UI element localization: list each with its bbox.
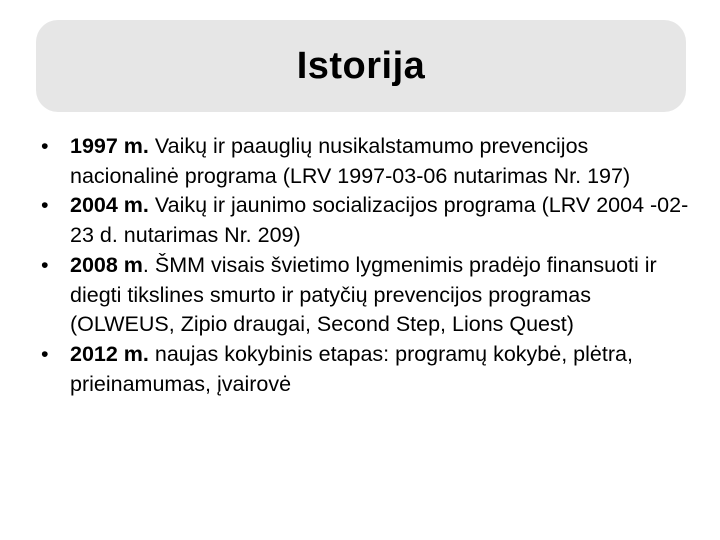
bullet-year: 2008 m <box>70 252 143 277</box>
bullet-item-2012 <box>22 340 692 399</box>
bullet-icon: • <box>41 252 49 277</box>
bullet-text: . ŠMM visais švietimo lygmenimis pradėjo finansuoti ir diegti tikslines smurto ir patyčių prevencijos programas (OLWEUS, Zipio draugai, Second Step, Lions Quest) <box>70 252 657 337</box>
bullet-text: naujas kokybinis etapas: programų kokybė, plėtra, prieinamumas, įvairovė <box>70 341 633 396</box>
bullet-item-2004 <box>22 191 692 250</box>
bullet-text: Vaikų ir jaunimo socializacijos programa (LRV 2004 -02- 23 d. nutarimas Nr. 209) <box>70 193 689 248</box>
bullet-item-2008 <box>22 251 692 340</box>
history-bullet-list <box>22 132 692 399</box>
bullet-year: 1997 m. <box>70 134 149 158</box>
bullet-item-1997 <box>22 132 692 191</box>
bullet-icon: • <box>41 193 49 218</box>
title-banner <box>36 20 686 112</box>
slide-title: Istorija <box>296 44 426 87</box>
bullet-text: Vaikų ir paauglių nusikalstamumo prevencijos nacionalinė programa (LRV 1997-03-06 nutarimas Nr. 197) <box>70 134 631 188</box>
bullet-year: 2004 m. <box>70 193 149 218</box>
bullet-icon: • <box>41 134 49 158</box>
bullet-icon: • <box>41 341 49 366</box>
bullet-year: 2012 m. <box>70 341 149 366</box>
